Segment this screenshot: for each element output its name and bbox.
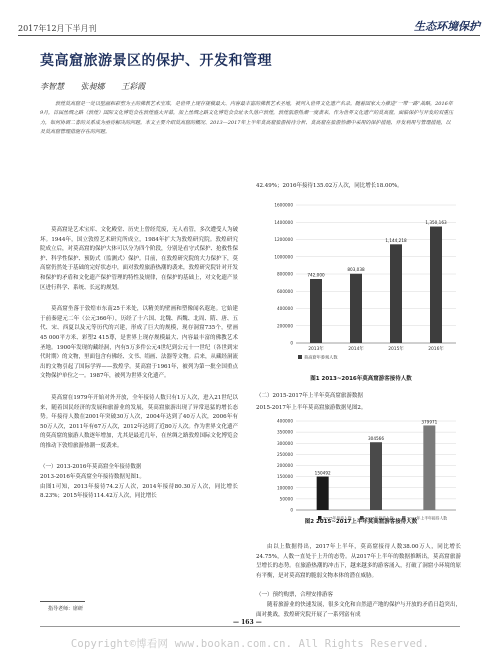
y-tick-label: 400000 [277,418,293,424]
right-column-bottom [256,543,461,620]
legend-label: 2016年接待人数 [365,515,394,521]
y-tick-label: 1400000 [274,219,293,225]
y-tick-label: 600000 [277,288,293,294]
paragraph: 2013-2016年莫高窟全年接待数据见图1。 [40,474,145,481]
data-label: 304566 [368,436,384,442]
authors [40,81,145,92]
y-tick-label: 50000 [279,496,293,502]
subsection-heading: （一）2013-2016年莫高窟全年接待数据 [40,464,142,471]
bar [350,274,362,343]
legend-label: 莫高窟年参观人数 [304,354,338,360]
paragraph: 随着旅游业的快速发展，很多文化和自然遗产地的保护与开放的矛盾日趋突出，面对挑战，敦煌研究院开展了一系列富有成 [256,601,461,618]
paragraph: 由以上数据得出，2017年上半年，莫高窟接待人数38.00万人，同比增长24.75%，人数一直处于上升的态势。从2017年上半年的数据推断出，莫高窟旅游呈增长的态势。在旅游热潮的冲击下，越来越多的游客涌入，打破了洞窟小环境的原有平衡，是对莫高窟的脆弱文物本体的潜在威胁。 [256,544,461,579]
right-column-intro: 42.49%；2016年接待135.02万人次，同比增长18.00%。 [256,183,403,189]
data-label: 803,038 [347,267,365,273]
paragraph: 莫高窟是艺术宝库、文化殿堂、历史上曾经荒废，无人看管，多次遭受人为破坏。1944年，国立敦煌艺术研究所成立，1984年扩大为敦煌研究院。敦煌研究院成立后，对莫高窟的保护大体可以分为四个阶段，分别是看守式保护、抢救性保护、科学性保护、预防式（监测式）保护。目前，在敦煌研究院的大力保护下，莫高窟仍然处于基础的完好状态中，面对敦煌旅游热潮的袭来，敦煌研究院针对开发和保护的矛盾和文化遗产保护管理的特性及规律，在保护的基础上，对文化遗产景区进行科学、系统、长远的规划。 [40,227,239,291]
x-tick-label: 2013年 [308,347,324,352]
journal-name: 生态环境保护 [414,20,480,33]
x-tick-label: 2014年 [348,347,364,352]
legend-label: 2015年接待人数 [323,515,352,521]
y-tick-label: 800000 [277,271,293,277]
bar [423,425,435,510]
footer-rule [40,626,460,627]
data-label: 379971 [421,419,438,425]
data-label: 1,350,163 [425,220,447,226]
figure-1-caption: 图1 2013~2016年莫高窟游客接待人数 [310,376,412,382]
figure-2-caption: 图2 2015~2017上半年莫高窟游客接待人数 [304,519,418,525]
y-tick-label: 250000 [277,451,293,457]
y-tick-label: 0 [290,340,293,346]
footnote-rule [40,601,85,602]
bar [390,244,402,343]
paragraph: 由图1可知，2013年接待74.2万人次，2014年接待80.30万人次，同比增长8.23%；2015年接待114.42万人次，同比增长 [40,483,238,500]
copyright-watermark: Copyright©博看网 www.bookan.com.cn. All Rights Reserved. [70,638,430,650]
paragraph: 莫高窟坐落于敦煌市东南25千米处，以精美的壁画和塑像闻名遐迩。它始建于前秦建元二年（公元366年），历经了十六国、北魏、西魏、北周、隋、唐、五代、宋、西夏以及元等历代的兴建，形成了巨大的规模，现存洞窟735个，壁画45 000平方米、彩塑2 415尊，是世界上现存规模最大、内容最丰富的佛教艺术圣地。1900年发现的藏经洞，内有5万多件公元4世纪到公元十一世纪（各世到宋代时期）的文物，里面包含有佛经、文书、绢画、法器等文物。后来，从藏经洞流出的文物引起了国际学界——敦煌学。莫高窟于1961年，被列为第一批全国重点文物保护单位之一。1987年，被列为世界文化遗产。 [40,306,239,380]
x-tick-label: 2016年 [428,347,444,352]
y-tick-label: 150000 [277,474,293,480]
bar [317,477,329,510]
author-3: 王彩霞 [121,82,146,91]
page-number: — 163 — [233,619,262,626]
data-label: 742,000 [307,272,325,278]
y-tick-label: 300000 [277,440,293,446]
y-tick-label: 0 [290,507,293,513]
y-tick-label: 350000 [277,429,293,435]
y-tick-label: 1200000 [274,237,293,242]
data-label: 1,144,218 [385,237,407,243]
legend-swatch [298,355,302,359]
left-column [40,226,238,502]
x-tick-label: 2015年 [388,347,404,352]
bar [430,227,442,343]
abstract: 敦煌莫高窟是一处以壁画和彩塑为主的佛教艺术宝库，是世界上现存规模最大、内容最丰富的佛教艺术圣地，被列入世界文化遗产名录。随着国家大力推进“一带一路”战略，2016年9月，首届丝绸之路（敦煌）国际文化博览会在敦煌盛大开幕，加上丝绸之路文化博览会会址永久落户敦煌，敦煌旅游热潮一度袭来。作为世界文化遗产的莫高窟，面临保护与开发的双重压力，如何协调二者的关系成为亟待解决的问题。本文主要介绍莫高窟的概况、2013—2017年上半年莫高窟旅游接待分析、莫高窟在旅游热潮中采用的保护措施、开发利用与管理措施，以及莫高窟管理措施存在的问题。 [40,101,454,135]
article-title: 莫高窟旅游景区的保护、开发和管理 [40,53,272,69]
y-tick-label: 200000 [277,463,293,468]
y-tick-label: 200000 [277,323,293,329]
author-1: 李智慧 [40,82,64,91]
issue-date: 2017年12月下半月刊 [18,24,97,33]
y-tick-label: 1000000 [274,254,293,260]
figure-1-chart [256,193,466,373]
y-tick-label: 100000 [277,485,293,491]
paragraph: 莫高窟在1979年开始对外开放，全年接待人数只有1万人次，进入21世纪以来，随着国民经济的发展和旅游业的发展，莫高窟旅游出现了异常迅猛的增长态势。年接待人数在2001年突破30万人次，2004年达到了40万人次，2006年有50万人次，2011年有67万人次，2012年达到了近80万人次。作为世界文化遗产的莫高窟的旅游人数逐年增加，尤其是最近几年，在丝绸之路敦煌国际文化博览会的推动下敦煌旅游热潮一度袭来。 [40,394,239,449]
y-tick-label: 400000 [277,306,293,311]
bar [370,442,382,510]
bar [310,279,322,343]
data-label: 150492 [314,470,331,476]
legend-label: 2017年上半年接待人数 [407,515,448,521]
footnote: 指导老师：席研 [48,606,84,612]
section-2-text: 2015-2017年上半年莫高窟旅游数据见图2。 [256,405,367,411]
y-tick-label: 1600000 [274,202,293,208]
subsection-heading: （一）预约购票，合理安排游客 [256,592,334,599]
header-rule [18,35,480,36]
section-2-heading: （二）2015-2017年上半年莫高窟旅游数据 [256,393,363,399]
author-2: 张昶娜 [80,82,105,91]
